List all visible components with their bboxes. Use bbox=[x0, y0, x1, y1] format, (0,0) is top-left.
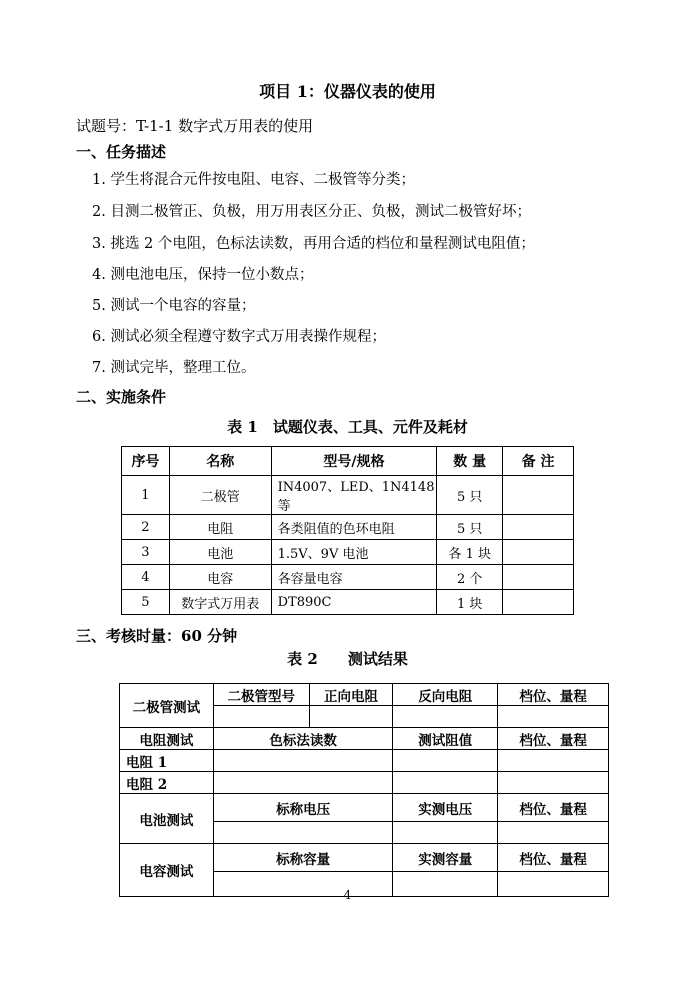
blank-cell bbox=[498, 750, 609, 772]
col-header: 反向电阻 bbox=[393, 684, 498, 706]
blank-cell bbox=[309, 706, 393, 728]
col-header: 正向电阻 bbox=[309, 684, 393, 706]
cell: 5 bbox=[122, 590, 170, 615]
col-header: 名称 bbox=[169, 447, 271, 476]
page-title: 项目 1：仪器仪表的使用 bbox=[259, 82, 436, 101]
cell: 电池 bbox=[169, 540, 271, 565]
cell bbox=[503, 476, 574, 515]
cell: 电容 bbox=[169, 565, 271, 590]
task-item: 5. 测试一个电容的容量； bbox=[92, 298, 256, 314]
blank-cell bbox=[213, 706, 309, 728]
col-header: 标称容量 bbox=[213, 844, 393, 872]
col-header: 档位、量程 bbox=[498, 794, 609, 822]
cell: 1 块 bbox=[437, 590, 503, 615]
diode-test-label: 二极管测试 bbox=[120, 684, 214, 728]
cell: DT890C bbox=[271, 590, 437, 615]
table-row bbox=[122, 540, 574, 565]
page-number: 4 bbox=[343, 888, 352, 902]
cell: IN4007、LED、1N4148 等 bbox=[271, 476, 437, 515]
cell: 1.5V、9V 电池 bbox=[271, 540, 437, 565]
col-header: 档位、量程 bbox=[498, 844, 609, 872]
results-table bbox=[119, 683, 609, 897]
task-item: 4. 测电池电压，保持一位小数点； bbox=[92, 267, 314, 283]
col-header: 数 量 bbox=[437, 447, 503, 476]
section-3-heading: 三、考核时量：60 分钟 bbox=[76, 627, 238, 645]
blank-cell bbox=[393, 706, 498, 728]
blank-cell bbox=[498, 822, 609, 844]
cell bbox=[503, 590, 574, 615]
task-item: 2. 目测二极管正、负极，用万用表区分正、负极，测试二极管好坏； bbox=[92, 204, 531, 220]
col-header: 实测电压 bbox=[393, 794, 498, 822]
col-header: 标称电压 bbox=[213, 794, 393, 822]
col-header: 序号 bbox=[122, 447, 170, 476]
cell bbox=[503, 515, 574, 540]
task-item: 7. 测试完毕，整理工位。 bbox=[92, 360, 256, 376]
equipment-table bbox=[121, 446, 574, 615]
task-item: 1. 学生将混合元件按电阻、电容、二极管等分类； bbox=[92, 172, 415, 188]
cell bbox=[503, 565, 574, 590]
col-header: 档位、量程 bbox=[498, 728, 609, 750]
table-row bbox=[122, 565, 574, 590]
section-2-heading: 二、实施条件 bbox=[76, 388, 167, 406]
cell: 5 只 bbox=[437, 515, 503, 540]
task-item: 3. 挑选 2 个电阻，色标法读数，再用合适的档位和量程测试电阻值； bbox=[92, 236, 535, 252]
cell: 2 个 bbox=[437, 565, 503, 590]
cell: 4 bbox=[122, 565, 170, 590]
cell: 2 bbox=[122, 515, 170, 540]
cell: 各 1 块 bbox=[437, 540, 503, 565]
blank-cell bbox=[393, 750, 498, 772]
blank-cell bbox=[213, 772, 393, 794]
table-row bbox=[122, 515, 574, 540]
cell: 数字式万用表 bbox=[169, 590, 271, 615]
cell: 1 bbox=[122, 476, 170, 515]
blank-cell bbox=[498, 772, 609, 794]
cell: 3 bbox=[122, 540, 170, 565]
table-2-caption: 表 2 测试结果 bbox=[287, 650, 408, 668]
col-header: 实测容量 bbox=[393, 844, 498, 872]
col-header: 二极管型号 bbox=[213, 684, 309, 706]
task-item: 6. 测试必须全程遵守数字式万用表操作规程； bbox=[92, 329, 386, 345]
col-header: 测试阻值 bbox=[393, 728, 498, 750]
cell: 各容量电容 bbox=[271, 565, 437, 590]
cell bbox=[503, 540, 574, 565]
question-line: 试题号：T-1-1 数字式万用表的使用 bbox=[76, 117, 314, 135]
cell: 各类阻值的色环电阻 bbox=[271, 515, 437, 540]
table-row bbox=[122, 590, 574, 615]
cell: 5 只 bbox=[437, 476, 503, 515]
blank-cell bbox=[498, 706, 609, 728]
battery-test-label: 电池测试 bbox=[120, 794, 214, 844]
blank-cell bbox=[393, 772, 498, 794]
blank-cell bbox=[213, 822, 393, 844]
resistor-row-label: 电阻 1 bbox=[120, 750, 214, 772]
col-header: 备 注 bbox=[503, 447, 574, 476]
cell: 二极管 bbox=[169, 476, 271, 515]
table-header-row bbox=[122, 447, 574, 476]
resistor-test-label: 电阻测试 bbox=[120, 728, 214, 750]
blank-cell bbox=[213, 750, 393, 772]
cell: 电阻 bbox=[169, 515, 271, 540]
blank-cell bbox=[393, 822, 498, 844]
col-header: 档位、量程 bbox=[498, 684, 609, 706]
col-header: 色标法读数 bbox=[213, 728, 393, 750]
table-row bbox=[122, 476, 574, 515]
section-1-heading: 一、任务描述 bbox=[76, 143, 167, 161]
table-1-caption: 表 1 试题仪表、工具、元件及耗材 bbox=[227, 418, 468, 436]
col-header: 型号/规格 bbox=[271, 447, 437, 476]
resistor-row-label: 电阻 2 bbox=[120, 772, 214, 794]
capacitor-test-label: 电容测试 bbox=[120, 844, 214, 897]
